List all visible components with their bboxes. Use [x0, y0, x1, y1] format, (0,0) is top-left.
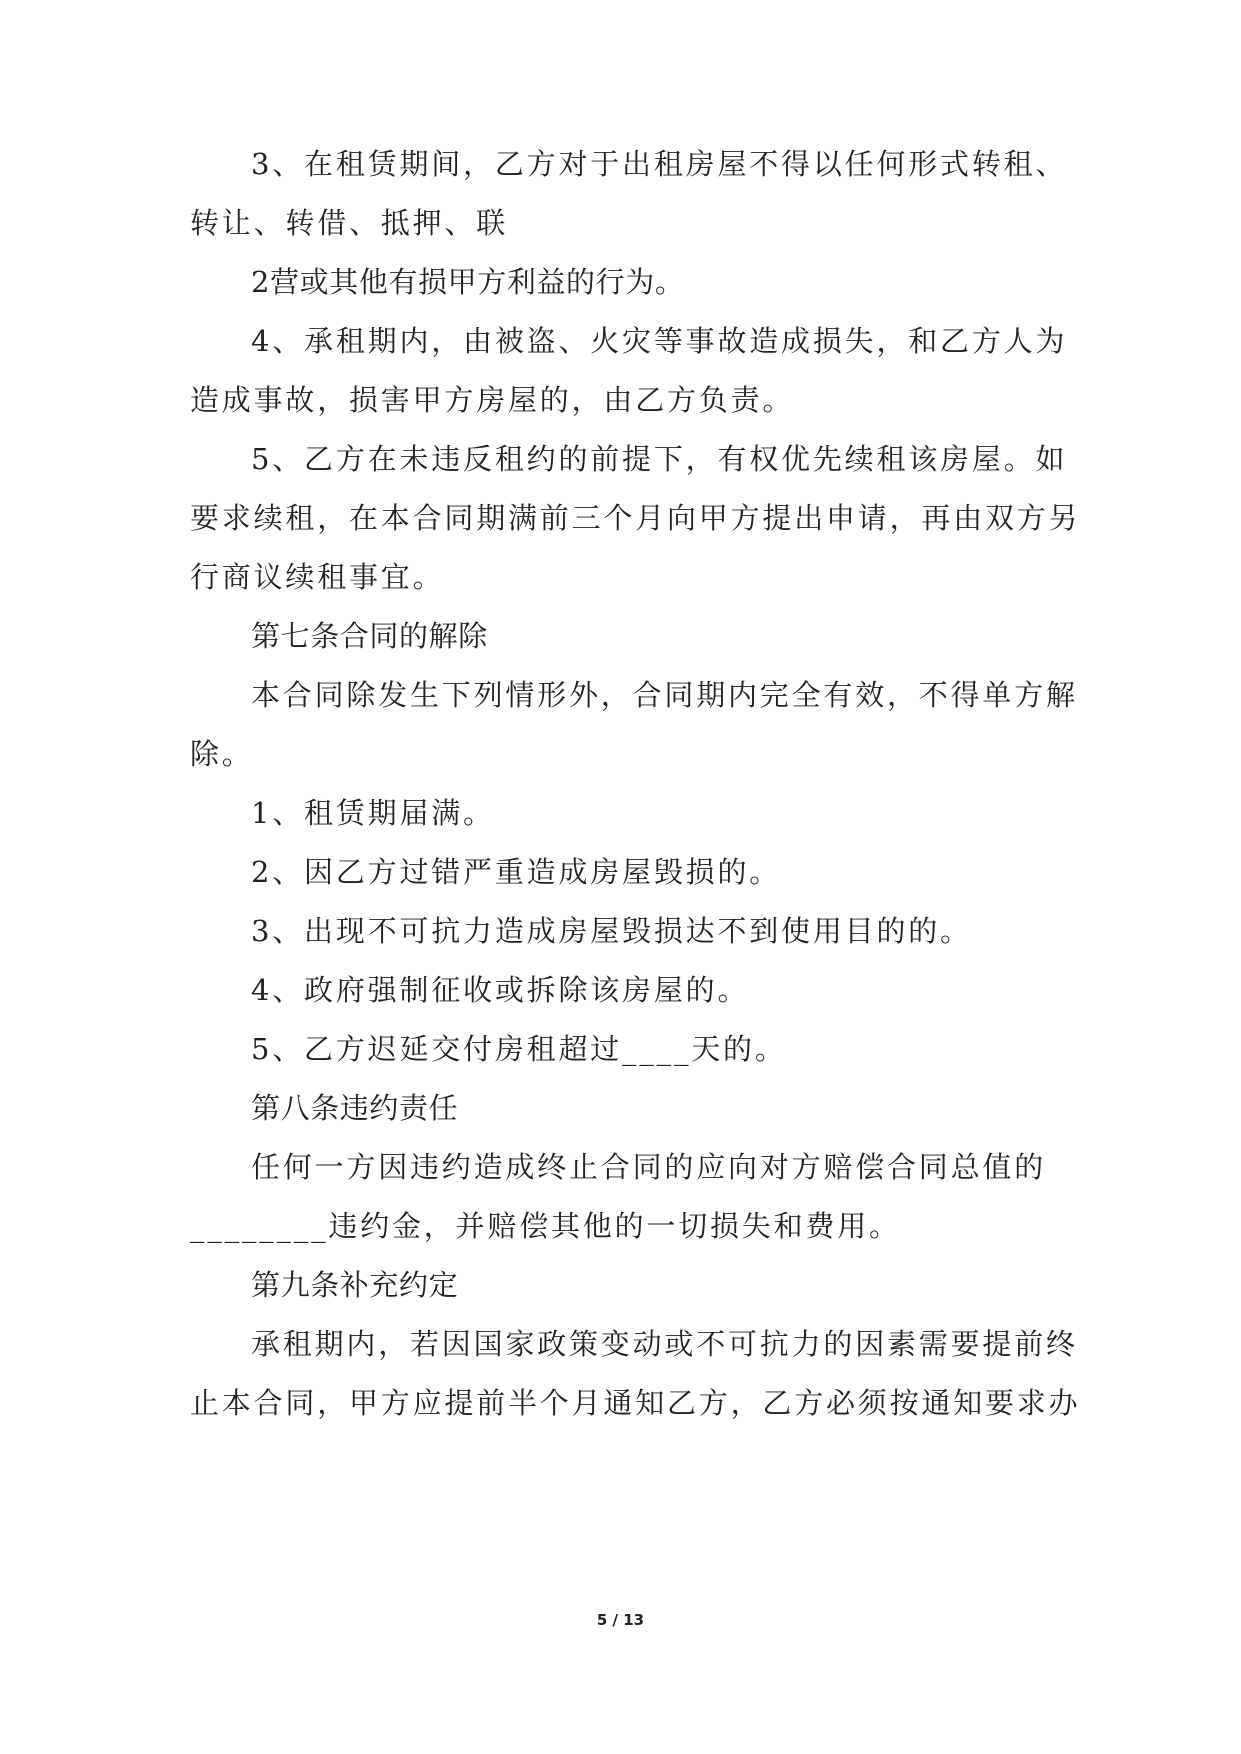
paragraph-line: 本合同除发生下列情形外，合同期内完全有效，不得单方解 [251, 678, 1078, 712]
paragraph-line: 除。 [190, 737, 254, 771]
section-heading: 第八条违约责任 [251, 1091, 459, 1125]
section-heading: 第七条合同的解除 [251, 619, 488, 653]
list-item: 2、因乙方过错严重造成房屋毁损的。 [251, 855, 782, 889]
list-item: 5、乙方迟延交付房租超过____天的。 [251, 1032, 787, 1066]
paragraph-line: 承租期内，若因国家政策变动或不可抗力的因素需要提前终 [251, 1327, 1078, 1361]
paragraph-line: 造成事故，损害甲方房屋的，由乙方负责。 [190, 383, 795, 417]
list-item: 1、租赁期届满。 [251, 796, 495, 830]
paragraph-line: 任何一方因违约造成终止合同的应向对方赔偿合同总值的 [251, 1150, 1047, 1184]
paragraph-line: 行商议续租事宜。 [190, 560, 445, 594]
section-heading: 第九条补充约定 [251, 1268, 459, 1302]
list-item: 3、出现不可抗力造成房屋毁损达不到使用目的的。 [251, 914, 972, 948]
list-item: 4、政府强制征收或拆除该房屋的。 [251, 973, 750, 1007]
paragraph-line: 转让、转借、抵押、联 [190, 206, 509, 240]
paragraph-line: 5、乙方在未违反租约的前提下，有权优先续租该房屋。如 [251, 442, 1068, 476]
page-number: 5 / 13 [596, 1611, 645, 1629]
paragraph-line: ________违约金，并赔偿其他的一切损失和费用。 [190, 1209, 901, 1243]
paragraph-line: 4、承租期内，由被盗、火灾等事故造成损失，和乙方人为 [251, 324, 1068, 358]
paragraph-line: 止本合同，甲方应提前半个月通知乙方，乙方必须按通知要求办 [190, 1386, 1081, 1420]
paragraph-line: 要求续租，在本合同期满前三个月向甲方提出申请，再由双方另 [190, 501, 1081, 535]
paragraph-line: 2营或其他有损甲方利益的行为。 [251, 265, 685, 299]
paragraph-line: 3、在租赁期间，乙方对于出租房屋不得以任何形式转租、 [251, 147, 1068, 181]
